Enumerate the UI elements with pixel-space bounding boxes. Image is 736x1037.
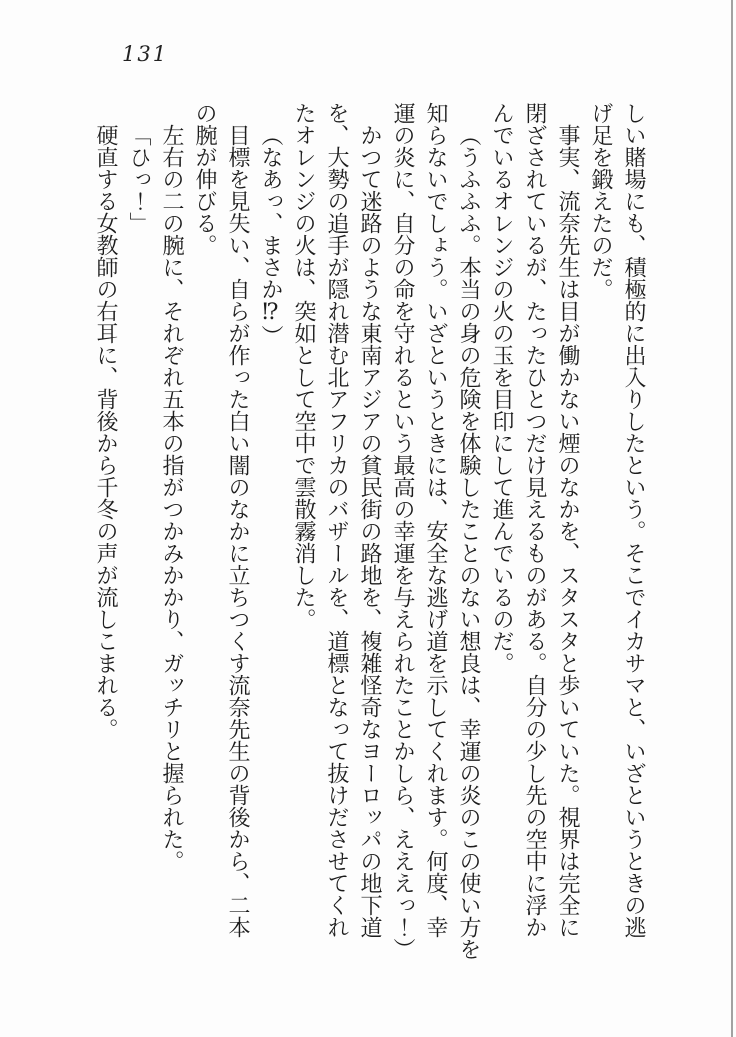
text-column-11: たオレンジの火は、突如として空中で雲散霧消した。 (291, 102, 316, 630)
text-column-03: 事実、流奈先生は目が働かない煙のなかを、スタスタと歩いていた。視界は完全に (555, 124, 580, 938)
text-column-13: 目標を見失い、自らが作った白い闇のなかに立ちつくす流奈先生の背後から、二本 (225, 124, 250, 938)
text-column-05: んでいるオレンジの火の玉を目印にして進んでいるのだ。 (489, 102, 514, 674)
text-column-17: 硬直する女教師の右耳に、背後から千冬の声が流しこまれる。 (93, 124, 118, 740)
text-column-07: 知らないでしょう。いざというときには、安全な逃げ道を示してくれます。何度、幸 (423, 102, 448, 938)
text-column-08: 運の炎に、自分の命を守れるという最高の幸運を与えられたことかしら、えええっ！） (390, 102, 415, 960)
text-column-12: （なあっ、まさか⁉） (258, 124, 283, 347)
text-column-09: かつて迷路のような東南アジアの貧民街の路地を、複雑怪奇なヨーロッパの地下道 (357, 124, 382, 938)
text-column-04: 閉ざされているが、たったひとつだけ見えるものがある。自分の少し先の空中に浮か (522, 102, 547, 938)
text-block (88, 102, 650, 972)
text-column-01: しい賭場にも、積極的に出入りしたという。そこでイカサマと、いざというときの逃 (621, 102, 646, 938)
text-column-06: （うふふふ。本当の身の危険を体験したことのない想良は、幸運の炎のこの使い方を (456, 124, 481, 960)
page-number: 131 (122, 42, 169, 66)
text-column-02: げ足を鍛えたのだ。 (588, 102, 613, 300)
text-column-15: 左右の二の腕に、それぞれ五本の指がつかみかかり、ガッチリと握られた。 (159, 124, 184, 872)
text-column-10: を、大勢の追手が隠れ潜む北アフリカのバザールを、道標となって抜けださせてくれ (324, 102, 349, 938)
text-column-14: の腕が伸びる。 (192, 102, 217, 256)
page-edge-line (731, 0, 733, 1037)
text-column-16: 「ひっ！」 (126, 124, 151, 234)
